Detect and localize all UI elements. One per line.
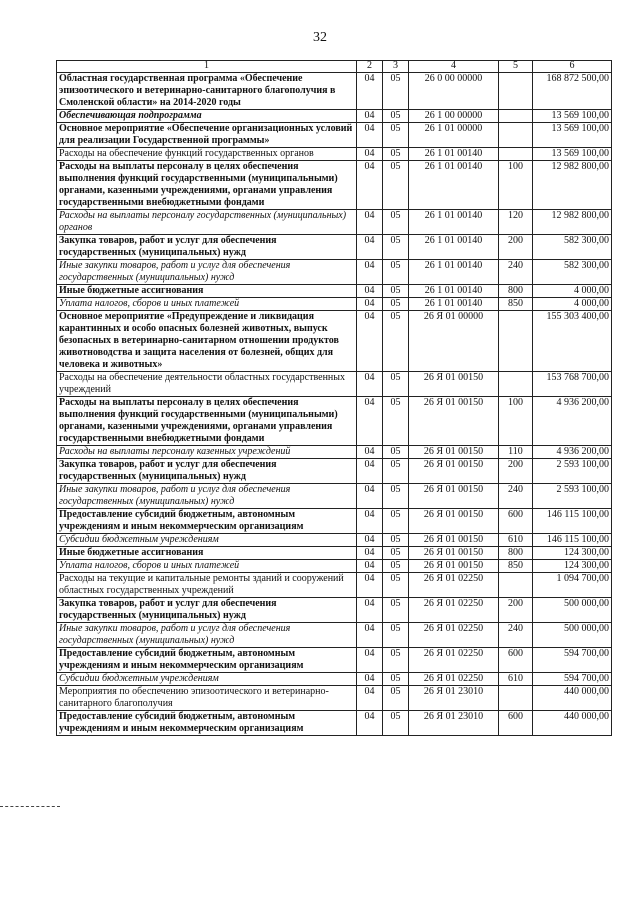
row-section: 04 [357, 161, 383, 210]
row-section: 04 [357, 235, 383, 260]
row-expense-type: 200 [499, 235, 533, 260]
row-subsection: 05 [383, 560, 409, 573]
row-section: 04 [357, 73, 383, 110]
row-name: Расходы на текущие и капитальные ремонты зданий и сооружений областных государственных учреждений [57, 573, 357, 598]
row-subsection: 05 [383, 459, 409, 484]
row-expense-type: 600 [499, 711, 533, 736]
row-target-code: 26 Я 01 02250 [409, 648, 499, 673]
row-amount: 582 300,00 [533, 260, 612, 285]
table-row [57, 397, 612, 446]
row-name: Иные бюджетные ассигнования [57, 285, 357, 298]
table-row [57, 110, 612, 123]
table-row [57, 148, 612, 161]
row-target-code: 26 1 01 00140 [409, 161, 499, 210]
row-subsection: 05 [383, 573, 409, 598]
row-subsection: 05 [383, 235, 409, 260]
row-expense-type: 600 [499, 509, 533, 534]
row-name: Уплата налогов, сборов и иных платежей [57, 560, 357, 573]
row-amount: 12 982 800,00 [533, 161, 612, 210]
row-target-code: 26 1 01 00140 [409, 298, 499, 311]
row-section: 04 [357, 123, 383, 148]
table-row [57, 459, 612, 484]
row-section: 04 [357, 210, 383, 235]
row-amount: 4 000,00 [533, 285, 612, 298]
row-subsection: 05 [383, 711, 409, 736]
row-expense-type [499, 573, 533, 598]
row-section: 04 [357, 560, 383, 573]
row-target-code: 26 1 01 00140 [409, 210, 499, 235]
row-section: 04 [357, 598, 383, 623]
row-expense-type: 100 [499, 161, 533, 210]
row-name: Субсидии бюджетным учреждениям [57, 534, 357, 547]
row-section: 04 [357, 573, 383, 598]
row-expense-type: 610 [499, 673, 533, 686]
row-amount: 168 872 500,00 [533, 73, 612, 110]
row-amount: 124 300,00 [533, 547, 612, 560]
table-row [57, 210, 612, 235]
table-row [57, 73, 612, 110]
row-amount: 4 000,00 [533, 298, 612, 311]
row-name: Областная государственная программа «Обеспечение эпизоотического и ветеринарно-санитарного благополучия в Смоленской области» на 2014-2020 годы [57, 73, 357, 110]
row-section: 04 [357, 648, 383, 673]
table-row [57, 372, 612, 397]
table-row [57, 446, 612, 459]
row-name: Иные бюджетные ассигнования [57, 547, 357, 560]
row-expense-type: 200 [499, 598, 533, 623]
table-row [57, 235, 612, 260]
row-expense-type: 200 [499, 459, 533, 484]
row-expense-type: 100 [499, 397, 533, 446]
row-subsection: 05 [383, 73, 409, 110]
row-expense-type: 850 [499, 560, 533, 573]
row-target-code: 26 Я 01 00150 [409, 509, 499, 534]
row-name: Мероприятия по обеспечению эпизоотического и ветеринарно-санитарного благополучия [57, 686, 357, 711]
row-target-code: 26 Я 01 02250 [409, 673, 499, 686]
row-name: Иные закупки товаров, работ и услуг для обеспечения государственных (муниципальных) нужд [57, 484, 357, 509]
row-section: 04 [357, 110, 383, 123]
row-amount: 582 300,00 [533, 235, 612, 260]
row-section: 04 [357, 484, 383, 509]
row-amount: 153 768 700,00 [533, 372, 612, 397]
row-name: Уплата налогов, сборов и иных платежей [57, 298, 357, 311]
row-subsection: 05 [383, 509, 409, 534]
row-target-code: 26 Я 01 00150 [409, 484, 499, 509]
row-target-code: 26 Я 01 00150 [409, 372, 499, 397]
row-subsection: 05 [383, 148, 409, 161]
row-amount: 146 115 100,00 [533, 509, 612, 534]
table-row [57, 123, 612, 148]
header-col-4: 4 [409, 61, 499, 73]
row-amount: 440 000,00 [533, 711, 612, 736]
table-row [57, 547, 612, 560]
table-row [57, 509, 612, 534]
row-target-code: 26 Я 01 00150 [409, 534, 499, 547]
row-amount: 500 000,00 [533, 623, 612, 648]
row-expense-type: 850 [499, 298, 533, 311]
row-name: Предоставление субсидий бюджетным, автономным учреждениям и иным некоммерческим организациям [57, 648, 357, 673]
row-subsection: 05 [383, 686, 409, 711]
row-amount: 124 300,00 [533, 560, 612, 573]
row-expense-type [499, 148, 533, 161]
row-expense-type: 800 [499, 547, 533, 560]
row-amount: 4 936 200,00 [533, 446, 612, 459]
row-section: 04 [357, 686, 383, 711]
row-section: 04 [357, 397, 383, 446]
row-target-code: 26 1 00 00000 [409, 110, 499, 123]
row-subsection: 05 [383, 648, 409, 673]
row-subsection: 05 [383, 598, 409, 623]
row-expense-type: 800 [499, 285, 533, 298]
row-subsection: 05 [383, 298, 409, 311]
row-subsection: 05 [383, 260, 409, 285]
row-expense-type: 240 [499, 484, 533, 509]
table-row [57, 673, 612, 686]
header-col-5: 5 [499, 61, 533, 73]
row-section: 04 [357, 260, 383, 285]
row-section: 04 [357, 623, 383, 648]
row-target-code: 26 Я 01 23010 [409, 711, 499, 736]
row-amount: 4 936 200,00 [533, 397, 612, 446]
row-subsection: 05 [383, 161, 409, 210]
row-subsection: 05 [383, 484, 409, 509]
row-expense-type: 610 [499, 534, 533, 547]
row-target-code: 26 Я 01 00000 [409, 311, 499, 372]
row-name: Основное мероприятие «Предупреждение и ликвидация карантинных и особо опасных болезней животных, выпуск безопасных в ветеринарно-санитарном отношении продуктов животноводства и защита населения от болезней, общих для человека и животных» [57, 311, 357, 372]
row-name: Расходы на выплаты персоналу казенных учреждений [57, 446, 357, 459]
row-expense-type [499, 110, 533, 123]
row-amount: 13 569 100,00 [533, 110, 612, 123]
row-subsection: 05 [383, 673, 409, 686]
row-name: Расходы на обеспечение функций государственных органов [57, 148, 357, 161]
row-target-code: 26 Я 01 02250 [409, 623, 499, 648]
row-subsection: 05 [383, 534, 409, 547]
row-target-code: 26 1 01 00140 [409, 260, 499, 285]
row-subsection: 05 [383, 446, 409, 459]
row-target-code: 26 1 01 00000 [409, 123, 499, 148]
row-expense-type: 240 [499, 260, 533, 285]
row-section: 04 [357, 148, 383, 161]
row-subsection: 05 [383, 397, 409, 446]
table-row [57, 285, 612, 298]
row-section: 04 [357, 285, 383, 298]
row-target-code: 26 1 01 00140 [409, 235, 499, 260]
header-col-1: 1 [57, 61, 357, 73]
row-expense-type: 120 [499, 210, 533, 235]
header-col-2: 2 [357, 61, 383, 73]
row-amount: 594 700,00 [533, 673, 612, 686]
table-body [57, 73, 612, 736]
row-expense-type: 110 [499, 446, 533, 459]
row-section: 04 [357, 534, 383, 547]
row-name: Расходы на обеспечение деятельности областных государственных учреждений [57, 372, 357, 397]
row-name: Обеспечивающая подпрограмма [57, 110, 357, 123]
row-name: Расходы на выплаты персоналу в целях обеспечения выполнения функций государственными (муниципальными) органами, казенными учреждениями, органами управления государственными внебюджетными фондами [57, 397, 357, 446]
table-row [57, 311, 612, 372]
row-name: Закупка товаров, работ и услуг для обеспечения государственных (муниципальных) нужд [57, 235, 357, 260]
row-name: Иные закупки товаров, работ и услуг для обеспечения государственных (муниципальных) нужд [57, 623, 357, 648]
row-expense-type: 600 [499, 648, 533, 673]
table-row [57, 648, 612, 673]
row-section: 04 [357, 673, 383, 686]
row-section: 04 [357, 372, 383, 397]
page-number: 32 [313, 30, 327, 45]
row-amount: 13 569 100,00 [533, 148, 612, 161]
table-row [57, 686, 612, 711]
row-amount: 155 303 400,00 [533, 311, 612, 372]
table-row [57, 623, 612, 648]
row-name: Субсидии бюджетным учреждениям [57, 673, 357, 686]
row-expense-type: 240 [499, 623, 533, 648]
row-name: Иные закупки товаров, работ и услуг для обеспечения государственных (муниципальных) нужд [57, 260, 357, 285]
row-expense-type [499, 123, 533, 148]
row-amount: 146 115 100,00 [533, 534, 612, 547]
row-section: 04 [357, 711, 383, 736]
row-section: 04 [357, 298, 383, 311]
row-expense-type [499, 73, 533, 110]
table-row [57, 161, 612, 210]
table-row [57, 484, 612, 509]
row-section: 04 [357, 547, 383, 560]
row-amount: 2 593 100,00 [533, 484, 612, 509]
row-subsection: 05 [383, 311, 409, 372]
row-name: Основное мероприятие «Обеспечение организационных условий для реализации Государственной программы» [57, 123, 357, 148]
header-col-3: 3 [383, 61, 409, 73]
row-name: Расходы на выплаты персоналу государственных (муниципальных) органов [57, 210, 357, 235]
table-row [57, 260, 612, 285]
row-expense-type [499, 686, 533, 711]
row-amount: 2 593 100,00 [533, 459, 612, 484]
row-subsection: 05 [383, 623, 409, 648]
row-expense-type [499, 372, 533, 397]
row-subsection: 05 [383, 285, 409, 298]
row-target-code: 26 Я 01 00150 [409, 560, 499, 573]
row-amount: 1 094 700,00 [533, 573, 612, 598]
row-subsection: 05 [383, 210, 409, 235]
row-name: Предоставление субсидий бюджетным, автономным учреждениям и иным некоммерческим организациям [57, 711, 357, 736]
row-amount: 594 700,00 [533, 648, 612, 673]
row-subsection: 05 [383, 372, 409, 397]
row-subsection: 05 [383, 547, 409, 560]
row-target-code: 26 0 00 00000 [409, 73, 499, 110]
row-subsection: 05 [383, 110, 409, 123]
row-name: Закупка товаров, работ и услуг для обеспечения государственных (муниципальных) нужд [57, 459, 357, 484]
row-target-code: 26 Я 01 00150 [409, 547, 499, 560]
table-row [57, 598, 612, 623]
header-col-6: 6 [533, 61, 612, 73]
table-row [57, 573, 612, 598]
row-target-code: 26 Я 01 00150 [409, 397, 499, 446]
row-amount: 440 000,00 [533, 686, 612, 711]
row-subsection: 05 [383, 123, 409, 148]
row-section: 04 [357, 311, 383, 372]
row-section: 04 [357, 509, 383, 534]
row-name: Закупка товаров, работ и услуг для обеспечения государственных (муниципальных) нужд [57, 598, 357, 623]
row-name: Предоставление субсидий бюджетным, автономным учреждениям и иным некоммерческим организациям [57, 509, 357, 534]
row-target-code: 26 Я 01 23010 [409, 686, 499, 711]
cut-line [0, 806, 60, 807]
row-target-code: 26 Я 01 02250 [409, 598, 499, 623]
table-row [57, 711, 612, 736]
row-target-code: 26 1 01 00140 [409, 285, 499, 298]
table-row [57, 298, 612, 311]
row-target-code: 26 1 01 00140 [409, 148, 499, 161]
table-row [57, 560, 612, 573]
row-expense-type [499, 311, 533, 372]
row-target-code: 26 Я 01 00150 [409, 459, 499, 484]
row-amount: 500 000,00 [533, 598, 612, 623]
table-header-row [57, 61, 612, 73]
row-section: 04 [357, 459, 383, 484]
budget-table [56, 60, 612, 736]
row-target-code: 26 Я 01 00150 [409, 446, 499, 459]
row-name: Расходы на выплаты персоналу в целях обеспечения выполнения функций государственными (муниципальными) органами, казенными учреждениями, органами управления государственными внебюджетными фондами [57, 161, 357, 210]
row-amount: 12 982 800,00 [533, 210, 612, 235]
table-row [57, 534, 612, 547]
row-section: 04 [357, 446, 383, 459]
row-target-code: 26 Я 01 02250 [409, 573, 499, 598]
row-amount: 13 569 100,00 [533, 123, 612, 148]
